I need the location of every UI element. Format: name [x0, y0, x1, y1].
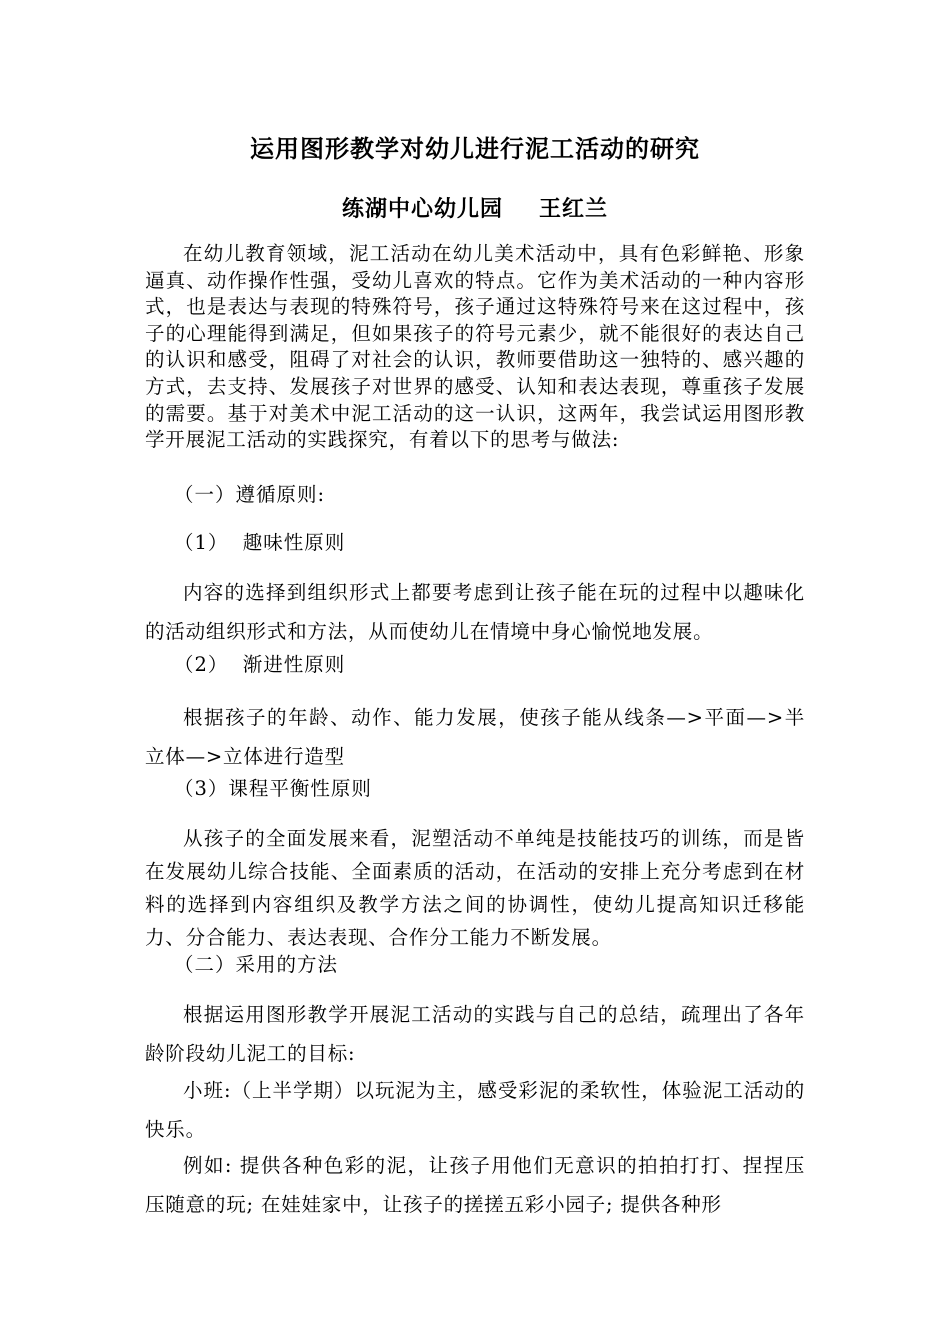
- small-class-paragraph: 小班:（上半学期）以玩泥为主，感受彩泥的柔软性，体验泥工活动的快乐。: [145, 1079, 805, 1141]
- section-heading-principles: （一）遵循原则:: [174, 483, 326, 506]
- intro-paragraph: 在幼儿教育领域，泥工活动在幼儿美术活动中，具有色彩鲜艳、形象逼真、动作操作性强，受幼儿喜欢的特点。它作为美术活动的一种内容形式，也是表达与表现的特殊符号，孩子通过这特殊符号来在这过程中，孩子的心理能得到满足，但如果孩子的符号元素少，就不能很好的表达自己的认识和感受，阻碍了对社会的认识，教师要借助这一独特的、感兴趣的方式，去支持、发展孩子对世界的感受、认知和表达表现，尊重孩子发展的需要。基于对美术中泥工活动的这一认识，这两年，我尝试运用图形教学开展泥工活动的实践探究，有着以下的思考与做法:: [145, 242, 805, 452]
- section-heading-methods: （二）采用的方法: [174, 953, 339, 976]
- methods-intro-paragraph: 根据运用图形教学开展泥工活动的实践与自己的总结，疏理出了各年龄阶段幼儿泥工的目标:: [145, 1003, 805, 1065]
- principle-text-balance: 从孩子的全面发展来看，泥塑活动不单纯是技能技巧的训练，而是皆在发展幼儿综合技能、全面素质的活动，在活动的安排上充分考虑到在材料的选择到内容组织及教学方法之间的协调性，使幼儿提高知识迁移能力、分合能力、表达表现、合作分工能力不断发展。: [145, 827, 805, 949]
- author-name: 王红兰: [539, 196, 609, 222]
- principle-text-progressive: 根据孩子的年龄、动作、能力发展，使孩子能从线条—>平面—>半立体—>立体进行造型: [145, 706, 805, 768]
- principle-heading-fun: （1） 趣味性原则: [174, 531, 346, 554]
- example-paragraph: 例如: 提供各种色彩的泥，让孩子用他们无意识的拍拍打打、捏捏压压随意的玩; 在娃娃家中，让孩子的搓搓五彩小园子; 提供各种形: [145, 1154, 805, 1216]
- principle-heading-balance: （3）课程平衡性原则: [174, 777, 372, 800]
- document-title: 运用图形教学对幼儿进行泥工活动的研究: [250, 134, 700, 163]
- author-line: [0, 194, 950, 224]
- principle-text-fun: 内容的选择到组织形式上都要考虑到让孩子能在玩的过程中以趣味化的活动组织形式和方法，从而使幼儿在情境中身心愉悦地发展。: [145, 581, 805, 643]
- author-school: 练湖中心幼儿园: [341, 196, 503, 222]
- principle-heading-progressive: （2） 渐进性原则: [174, 653, 346, 676]
